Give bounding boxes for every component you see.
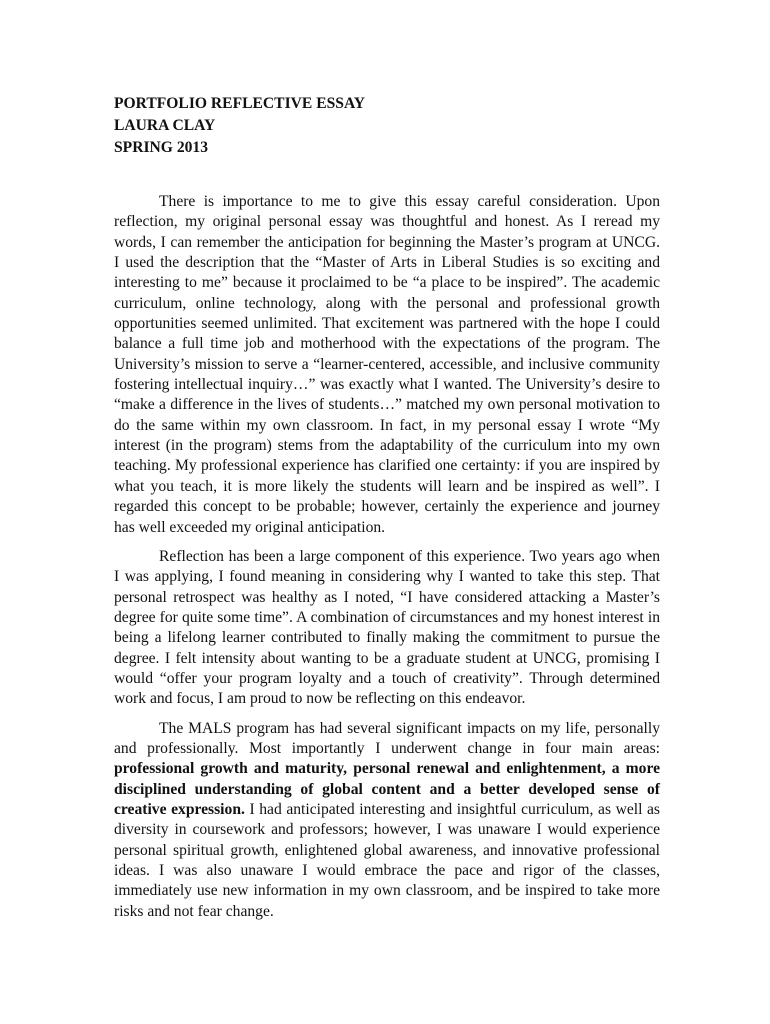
paragraph-1: There is importance to me to give this essay careful consideration. Upon reflection, my original personal essay was thoughtful and honest. As I reread my words, I can remember the anticipation for beginning the Master’s program at UNCG. I used the description that the “Master of Arts in Liberal Studies is so exciting and interesting to me” because it proclaimed to be “a place to be inspired”. The academic curriculum, online technology, along with the personal and professional growth opportunities seemed unlimited. That excitement was partnered with the hope I could balance a full time job and motherhood with the expectations of the program. The University’s mission to serve a “learner-centered, accessible, and inclusive community fostering intellectual inquiry…” was exactly what I wanted. The University’s desire to “make a difference in the lives of students…” matched my own personal motivation to do the same within my own classroom. In fact, in my personal essay I wrote “My interest (in the program) stems from the adaptability of the curriculum into my own teaching. My professional experience has clarified one certainty: if you are inspired by what you teach, it is more likely the students will learn and be inspired as well”. I regarded this concept to be probable; however, certainly the experience and journey has well exceeded my original anticipation. bbox=[114, 193, 660, 536]
document-header bbox=[114, 93, 660, 159]
paragraph-3-intro: The MALS program has had several significant impacts on my life, personally and professionally. Most importantly I underwent change in four main areas: bbox=[114, 719, 660, 757]
document-page bbox=[114, 93, 660, 931]
paragraph-3-rest: I had anticipated interesting and insightful curriculum, as well as diversity in coursework and professors; however, I was unaware I would experience personal spiritual growth, enlightened global awareness, and innovative professional ideas. I was also unaware I would embrace the pace and rigor of the classes, immediately use new information in my own classroom, and be inspired to take more risks and not fear change. bbox=[114, 800, 660, 920]
author-name: LAURA CLAY bbox=[114, 117, 216, 134]
paragraph-3 bbox=[114, 719, 660, 922]
document-title: PORTFOLIO REFLECTIVE ESSAY bbox=[114, 95, 366, 112]
paragraph-2: Reflection has been a large component of this experience. Two years ago when I was applying, I found meaning in considering why I wanted to take this step. That personal retrospect was healthy as I noted, “I have considered attacking a Master’s degree for quite some time”. A combination of circumstances and my honest interest in being a lifelong learner contributed to finally making the commitment to pursue the degree. I felt intensity about wanting to be a graduate student at UNCG, promising I would “offer your program loyalty and a touch of creativity”. Through determined work and focus, I am proud to now be reflecting on this endeavor. bbox=[114, 547, 660, 708]
term-label: SPRING 2013 bbox=[114, 139, 209, 156]
paragraph-3-bold-areas: professional growth and maturity, personal renewal and enlightenment, a more disciplined understanding of global content and a better developed sense of creative expression. bbox=[114, 760, 660, 818]
